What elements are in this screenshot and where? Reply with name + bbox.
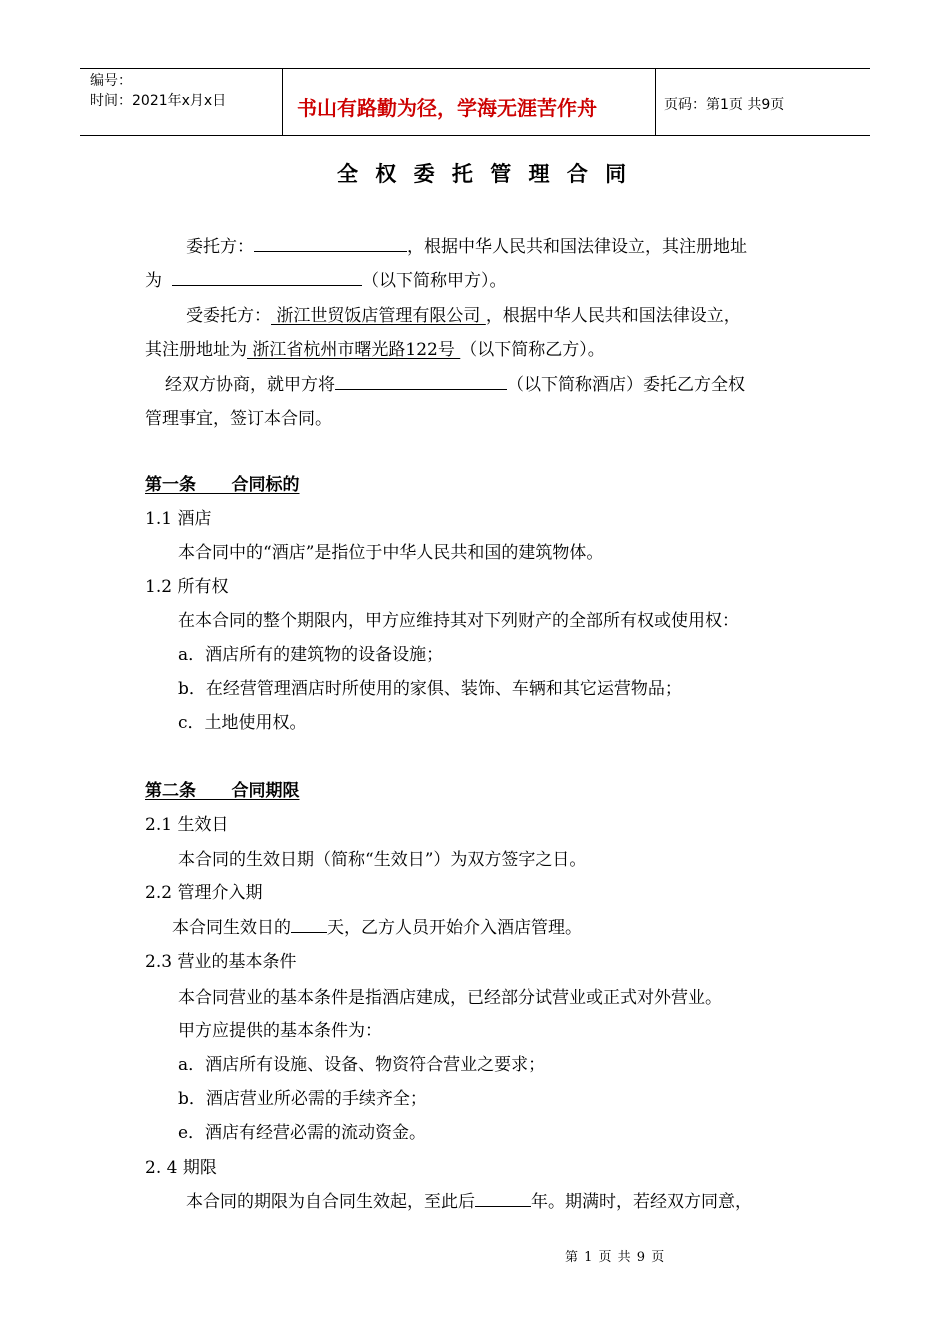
article2-s1-text: 本合同的生效日期（简称“生效日”）为双方签字之日。 [178,850,587,870]
intro-client-address-line [145,266,507,291]
article2-heading: 第二条 合同期限 [145,781,300,801]
header-page-label: 页码：第1页 共9页 [664,97,785,113]
header-slogan: 书山有路勤为径，学海无涯苦作舟 [297,96,597,120]
article2-s4-line [186,1187,752,1212]
footer-page-number: 第 1 页 共 9 页 [565,1250,666,1265]
article2-s3-text1: 本合同营业的基本条件是指酒店建成，已经部分试营业或正式对外营业。 [178,988,722,1008]
intro-agree-line2: 管理事宜，签订本合同。 [145,409,332,429]
article2-s3-text2: 甲方应提供的基本条件为： [178,1021,382,1041]
article2-s2-prefix: 本合同生效日的 [172,918,291,938]
client-address-prefix: 为 [145,271,162,291]
article2-s2-line [172,913,582,938]
article2-s3-title: 2.3 营业的基本条件 [145,952,297,972]
client-address-blank [172,269,362,286]
agent-address-suffix: （以下简称乙方）。 [460,340,605,360]
article1-item-b: b．在经营管理酒店时所使用的家俱、装饰、车辆和其它运营物品； [178,679,682,699]
article2-s4-title: 2. 4 期限 [145,1158,217,1178]
intro-client-line [186,232,747,257]
agree-prefix: 经双方协商，就甲方将 [165,375,335,395]
article2-s2-suffix: 天，乙方人员开始介入酒店管理。 [327,918,582,938]
article1-s1-title: 1.1 酒店 [145,509,212,529]
article2-s2-title: 2.2 管理介入期 [145,883,263,903]
article2-s4-prefix: 本合同的期限为自合同生效起，至此后 [186,1192,475,1212]
agent-label: 受委托方： [186,306,271,326]
intro-agent-line [186,301,741,326]
header-number-label: 编号： [90,73,132,89]
article1-s2-text: 在本合同的整个期限内，甲方应维持其对下列财产的全部所有权或使用权： [178,611,739,631]
client-address-suffix: （以下简称甲方）。 [362,271,507,291]
agent-address: 浙江省杭州市曙光路122号 [247,340,461,360]
article2-s4-suffix: 年。期满时，若经双方同意， [531,1192,752,1212]
article1-heading: 第一条 合同标的 [145,475,300,495]
client-rest: ，根据中华人民共和国法律设立，其注册地址 [407,237,747,257]
article1-item-c: c．土地使用权。 [178,713,307,733]
document-title: 全 权 委 托 管 理 合 同 [337,161,632,186]
agent-name: 浙江世贸饭店管理有限公司 [271,306,486,326]
header-time-label: 时间：2021年x月x日 [90,93,227,109]
article2-item-a: a．酒店所有设施、设备、物资符合营业之要求； [178,1055,546,1075]
agent-rest: ，根据中华人民共和国法律设立， [485,306,741,326]
intro-agent-address-line [145,335,605,360]
days-blank [291,916,327,933]
agree-suffix: （以下简称酒店）委托乙方全权 [507,375,745,395]
article2-item-e: e．酒店有经营必需的流动资金。 [178,1123,427,1143]
article2-s1-title: 2.1 生效日 [145,815,229,835]
client-name-blank [254,235,407,252]
article2-item-b: b．酒店营业所必需的手续齐全； [178,1089,427,1109]
intro-agree-line [165,370,745,395]
years-blank [475,1190,531,1207]
client-label: 委托方： [186,237,254,257]
article1-s1-text: 本合同中的“酒店”是指位于中华人民共和国的建筑物体。 [178,543,604,563]
article1-s2-title: 1.2 所有权 [145,577,229,597]
agent-address-prefix: 其注册地址为 [145,340,247,360]
article1-item-a: a．酒店所有的建筑物的设备设施； [178,645,444,665]
hotel-name-blank [335,373,507,390]
